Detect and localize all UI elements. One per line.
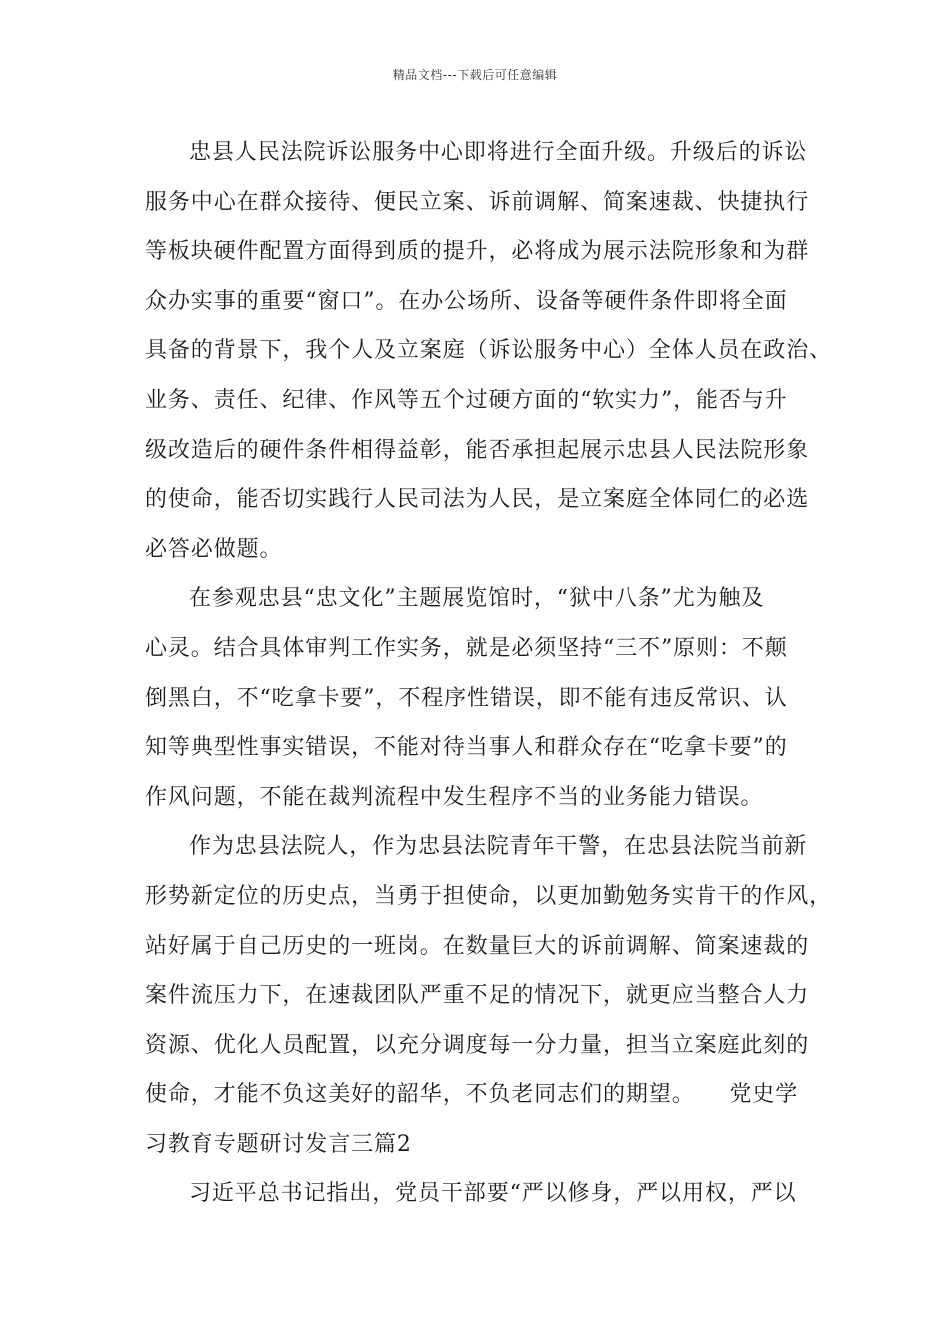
text-line: 习教育专题研讨发言三篇2 (145, 1131, 412, 1157)
text-line: 作风问题，不能在裁判流程中发生程序不当的业务能力错误。 (145, 784, 764, 810)
text-line: 心灵。结合具体审判工作实务，就是必须坚持“三不”原则：不颠 (145, 635, 788, 661)
text-line: 忠县人民法院诉讼服务中心即将进行全面升级。升级后的诉讼 (189, 140, 808, 165)
text-line: 具备的背景下，我个人及立案庭（诉讼服务中心）全体人员在政治、 (145, 338, 833, 364)
text-line: 使命，才能不负这美好的韶华，不负老同志们的期望。 党史学 (145, 1082, 799, 1108)
text-line: 资源、优化人员配置，以充分调度每一分力量，担当立案庭此刻的 (145, 1032, 810, 1058)
text-line: 的使命，能否切实践行人民司法为人民，是立案庭全体同仁的必选 (145, 487, 810, 513)
text-line: 习近平总书记指出，党员干部要“严以修身，严以用权，严以 (189, 1181, 797, 1207)
text-line: 站好属于自己历史的一班岗。在数量巨大的诉前调解、简案速裁的 (145, 933, 810, 959)
text-line: 等板块硬件配置方面得到质的提升，必将成为展示法院形象和为群 (145, 239, 810, 265)
text-line: 作为忠县法院人，作为忠县法院青年干警，在忠县法院当前新 (189, 834, 808, 860)
text-line: 必答必做题。 (145, 536, 283, 562)
text-line: 在参观忠县“忠文化”主题展览馆时，“狱中八条”尤为触及 (189, 586, 765, 612)
text-line: 级改造后的硬件条件相得益彰，能否承担起展示忠县人民法院形象 (145, 437, 810, 463)
text-line: 案件流压力下，在速裁团队严重不足的情况下，就更应当整合人力 (145, 983, 810, 1009)
document-body (145, 132, 833, 1223)
page-header: 精品文档---下载后可任意编辑 (392, 68, 558, 82)
text-line: 业务、责任、纪律、作风等五个过硬方面的“软实力”，能否与升 (145, 387, 788, 413)
text-line: 服务中心在群众接待、便民立案、诉前调解、简案速裁、快捷执行 (145, 189, 810, 215)
text-line: 倒黑白，不“吃拿卡要”，不程序性错误，即不能有违反常识、认 (145, 685, 788, 711)
text-line: 形势新定位的历史点，当勇于担使命，以更加勤勉务实肯干的作风， (145, 883, 833, 909)
text-line: 知等典型性事实错误，不能对待当事人和群众存在“吃拿卡要”的 (145, 735, 788, 761)
text-line: 众办实事的重要“窗口”。在办公场所、设备等硬件条件即将全面 (145, 288, 788, 314)
